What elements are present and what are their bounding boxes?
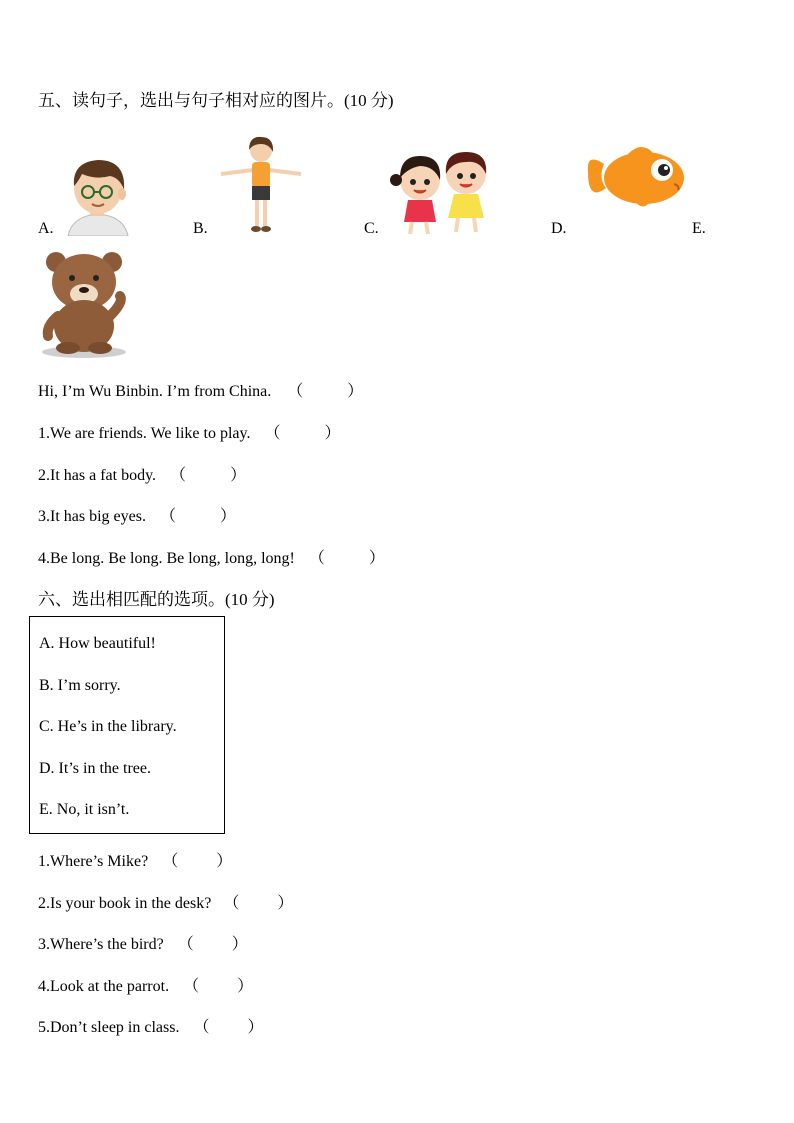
options-box <box>29 616 225 834</box>
section5-title: 五、读句子，选出与句子相对应的图片。(10 分) <box>38 91 394 110</box>
question-5-4: 4.Be long. Be long. Be long, long, long! （ ） <box>38 545 385 568</box>
answer-blank[interactable]: （ ） <box>177 936 248 953</box>
option-a-label: A. <box>38 220 54 237</box>
question-6-5: 5.Don’t sleep in class. （ ） <box>38 1014 264 1037</box>
boy-with-glasses-picture <box>62 156 134 236</box>
answer-blank[interactable]: （ ） <box>264 425 341 442</box>
question-6-4: 4.Look at the parrot. （ ） <box>38 973 253 996</box>
answer-blank[interactable]: （ ） <box>162 853 233 870</box>
option-d: D. It’s in the tree. <box>39 760 151 777</box>
girl-arms-out-picture <box>219 136 303 234</box>
question-6-2: 2.Is your book in the desk? （ ） <box>38 890 293 913</box>
question-6-3: 3.Where’s the bird? （ ） <box>38 931 248 954</box>
option-e: E. No, it isn’t. <box>39 801 130 818</box>
answer-blank[interactable]: （ ） <box>193 1019 264 1036</box>
option-a: A. How beautiful! <box>39 635 156 652</box>
option-b: B. I’m sorry. <box>39 677 121 694</box>
answer-blank[interactable]: （ ） <box>223 895 294 912</box>
option-c-label: C. <box>364 220 379 237</box>
example-sentence: Hi, I’m Wu Binbin. I’m from China. （ ） <box>38 378 363 401</box>
two-girls-playing-picture <box>386 150 496 236</box>
option-b-label: B. <box>193 220 208 237</box>
question-5-3: 3.It has big eyes. （ ） <box>38 503 236 526</box>
question-5-1: 1.We are friends. We like to play. （ ） <box>38 420 341 443</box>
answer-blank[interactable]: （ ） <box>159 508 237 525</box>
answer-blank[interactable]: （ ） <box>183 978 254 995</box>
option-e-label: E. <box>692 220 706 237</box>
question-5-2: 2.It has a fat body. （ ） <box>38 462 246 485</box>
answer-blank[interactable]: （ ） <box>287 383 364 400</box>
question-6-1: 1.Where’s Mike? （ ） <box>38 848 232 871</box>
section6-title: 六、选出相匹配的选项。(10 分) <box>38 590 275 609</box>
brown-bear-picture <box>38 248 130 360</box>
option-c: C. He’s in the library. <box>39 718 177 735</box>
answer-blank[interactable]: （ ） <box>170 467 247 484</box>
answer-blank[interactable]: （ ） <box>308 550 385 567</box>
option-d-label: D. <box>551 220 567 237</box>
goldfish-picture <box>584 142 688 212</box>
